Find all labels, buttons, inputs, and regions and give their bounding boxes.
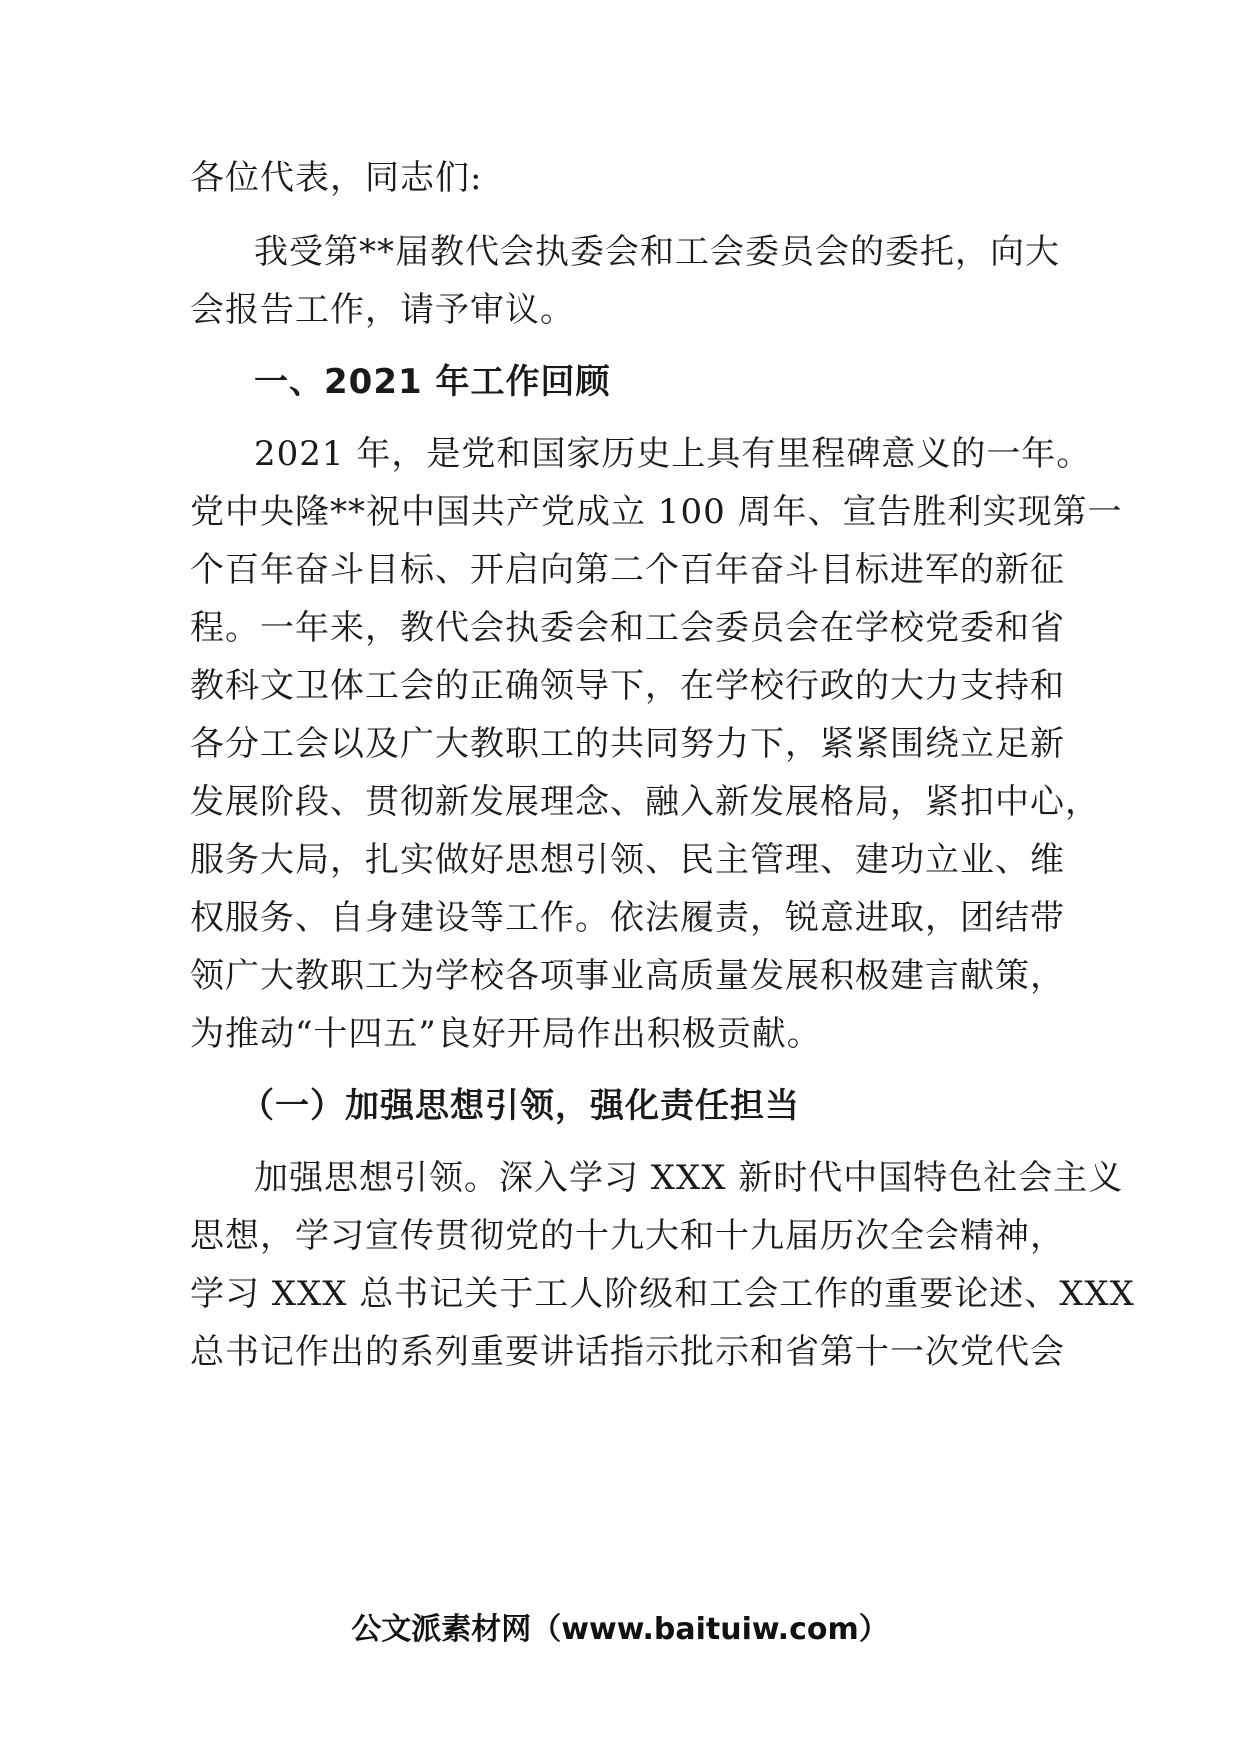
section-paragraph-line-1: 2021 年，是党和国家历史上具有里程碑意义的一年。 — [254, 434, 1092, 474]
footer-watermark: 公文派素材网（www.baituiw.com） — [351, 1612, 889, 1647]
section-paragraph-line-7: 发展阶段、贯彻新发展理念、融入新发展格局，紧扣中心， — [190, 782, 1100, 822]
section-paragraph-line-6: 各分工会以及广大教职工的共同努力下，紧紧围绕立足新 — [190, 724, 1065, 764]
salutation: 各位代表，同志们: — [190, 158, 483, 198]
section-paragraph-line-5: 教科文卫体工会的正确领导下，在学校行政的大力支持和 — [190, 666, 1065, 706]
subsection-paragraph-line-2: 思想，学习宣传贯彻党的十九大和十九届历次全会精神， — [190, 1216, 1065, 1256]
section-paragraph-line-4: 程。一年来，教代会执委会和工会委员会在学校党委和省 — [190, 608, 1065, 648]
intro-line-1: 我受第**届教代会执委会和工会委员会的委托，向大 — [254, 232, 1060, 272]
subsection-paragraph-line-1: 加强思想引领。深入学习 XXX 新时代中国特色社会主义 — [254, 1158, 1124, 1198]
section-paragraph-line-10: 领广大教职工为学校各项事业高质量发展积极建言献策， — [190, 956, 1065, 996]
subsection-paragraph-line-4: 总书记作出的系列重要讲话指示批示和省第十一次党代会 — [190, 1332, 1065, 1372]
intro-line-2: 会报告工作，请予审议。 — [190, 290, 575, 330]
section-heading: 一、2021 年工作回顾 — [254, 362, 611, 402]
subsection-paragraph-line-3: 学习 XXX 总书记关于工人阶级和工会工作的重要论述、XXX — [190, 1274, 1135, 1314]
section-paragraph-line-3: 个百年奋斗目标、开启向第二个百年奋斗目标进军的新征 — [190, 550, 1065, 590]
section-paragraph-line-2: 党中央隆**祝中国共产党成立 100 周年、宣告胜利实现第一 — [190, 492, 1123, 532]
section-paragraph-line-8: 服务大局，扎实做好思想引领、民主管理、建功立业、维 — [190, 840, 1065, 880]
section-paragraph-line-9: 权服务、自身建设等工作。依法履责，锐意进取，团结带 — [190, 898, 1065, 938]
section-paragraph-line-11: 为推动“十四五”良好开局作出积极贡献。 — [190, 1014, 822, 1054]
subsection-heading: （一）加强思想引领，强化责任担当 — [240, 1086, 800, 1126]
